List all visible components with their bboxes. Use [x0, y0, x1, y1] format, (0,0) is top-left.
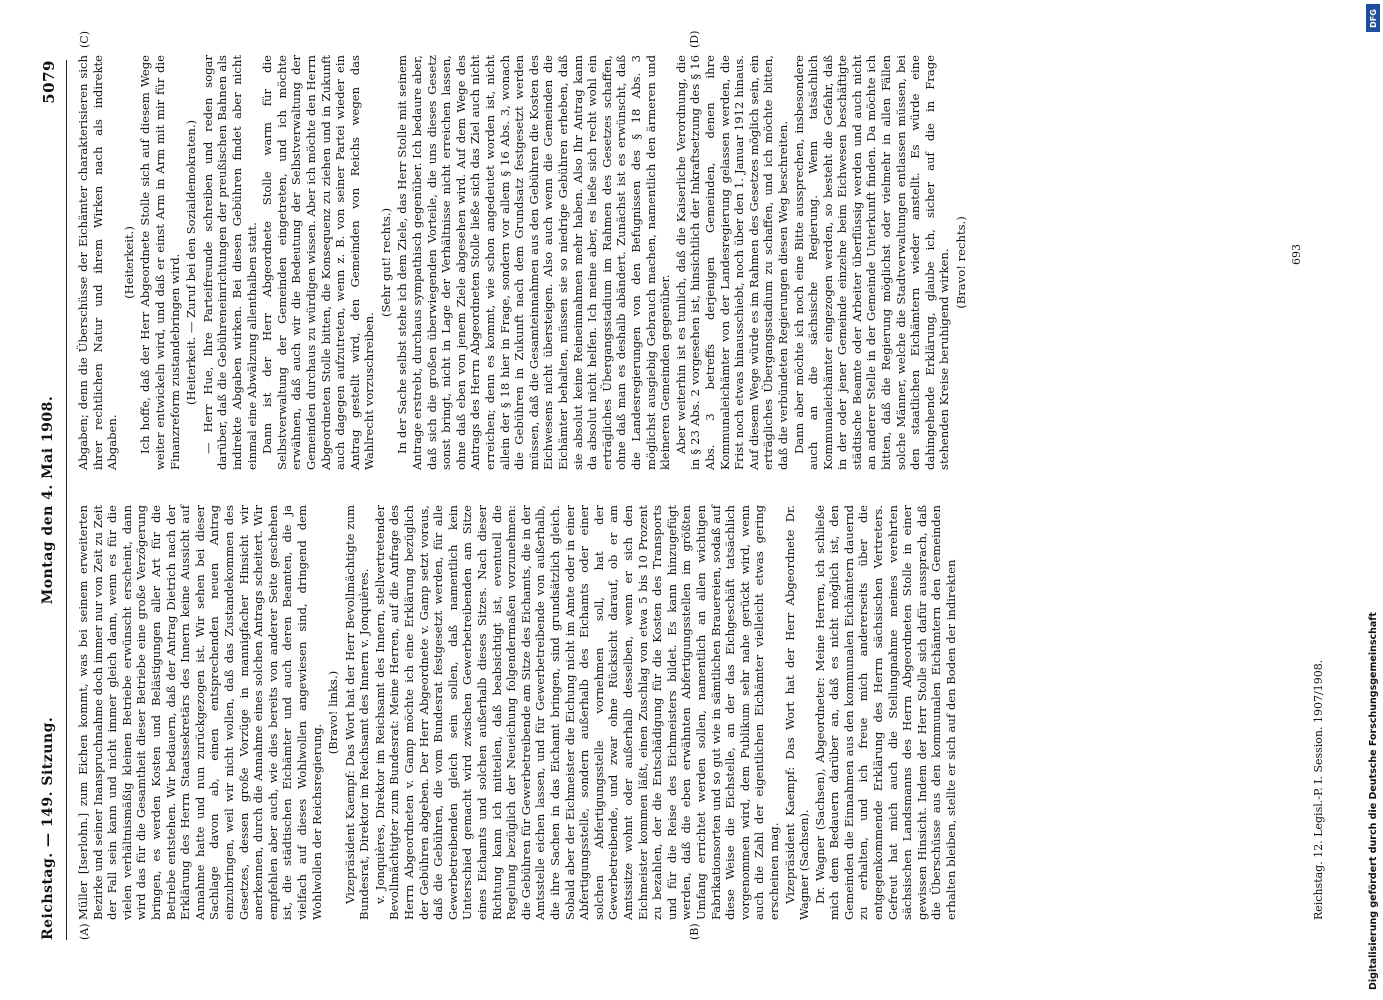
interjection: (Sehr gut! rechts.): [378, 207, 393, 318]
digitization-credit: Digitalisierung gefördert durch die Deutsche Forschungsgemeinschaft: [1368, 612, 1379, 990]
right-column: [76, 55, 971, 470]
digitization-credit-strip: [1364, 0, 1383, 1000]
paragraph: Abgaben; denn die Überschüsse der Eichämter charakterisieren sich ihrer rechtlichen Natur und ihrem Wirken nach als indirekte Abgaben.: [76, 55, 120, 470]
page-header: [40, 60, 66, 940]
paragraph: In der Sache selbst stehe ich dem Ziele, das Herr Stolle mit seinem Antrage erstrebt, durchaus sympathisch gegenüber. Ich bedaure aber, daß sich die großen überwiegenden Vorteile, die uns dieses Gesetz sonst bringt, nicht in Lage der Verhältnisse nicht erreichen lassen, ohne daß eben von jenem Ziele abgesehen wird. Auf dem Wege des Antrags des Herrn Abgeordneten Stolle ließe sich das Ziel auch nicht erreichen; denn es kommt, wie schon angedeutet worden ist, nicht allein der § 18 hier in Frage, sondern vor allem § 16 Abs. 3, wonach die Gebühren in Zukunft nach dem Grundsatz festgesetzt werden müssen, daß die Gesamteinnahmen aus den Gebühren die Kosten des Eichwesens nicht übersteigen. Also auch wenn die Gemeinden die Eichämter behalten, müssen sie so niedrige Gebühren erheben, daß sie absolut keine Reineinnahmen mehr haben. Also Ihr Antrag kann da absolut nicht helfen. Ich meine aber, es ließe sich recht wohl ein erträgliches Übergangsstadium im Rahmen des Gesetzes schaffen, ohne daß man es deshalb abändert. Zunächst ist es erwünscht, daß die Landesregierungen von den Befugnissen des § 18 Abs. 3 möglichst ausgiebig Gebrauch machen, namentlich den ärmeren und kleineren Gemeinden gegenüber.: [395, 55, 673, 470]
margin-mark-b: (B): [688, 923, 701, 940]
left-column: [76, 505, 960, 920]
header-rule: [66, 60, 67, 940]
paragraph: Dr. Wagner (Sachsen), Abgeordneter: Meine Herren, ich schließe mich dem Bedauern darüber an, daß es nicht möglich ist, den Gemeinden die Einnahmen aus den kommunalen Eichämtern dauernd zu erhalten, und ich freue mich andererseits über die entgegenkommende Erklärung des Herrn sächsischen Vertreters. Gefreut hat mich auch die Stellungnahme meines verehrten sächsischen Landsmanns des Herrn Abgeordneten Stolle in einer gewissen Hinsicht. Indem der Herr Stolle sich dafür aussprach, daß die Überschüsse aus den kommunalen Eichämtern den Gemeinden erhalten bleiben, stellte er sich auf den Boden der indirekten: [812, 505, 959, 920]
interjection: (Heiterkeit. — Zuruf bei den Sozialdemokraten.): [184, 119, 199, 406]
header-page-number: 5079: [40, 60, 58, 104]
header-date: Montag den 4. Mai 1908.: [40, 395, 56, 605]
paragraph: Dann aber möchte ich noch eine Bitte aussprechen, insbesondere auch an die sächsische Regierung. Wenn tatsächlich Kommunaleichämter eingezogen werden, so besteht die Gefahr, daß in der oder jener Gemeinde einzelne beim Eichwesen beschäftigte städtische Beamte oder Arbeiter überflüssig werden und auch nicht an anderer Stelle in der Gemeinde Unterkunft finden. Da möchte ich bitten, daß die Regierung möglichst oder vielmehr in allen Fällen solche Männer, welche die Stadtverwaltungen entlassen müssen, bei den staatlichen Eichämtern wieder anstellt. Es würde eine dahingehende Erklärung, glaube ich, sicher auf die in Frage stehenden Kreise beruhigend wirken.: [791, 55, 952, 470]
paragraph: Vizepräsident Kaempf: Das Wort hat der Herr Bevollmächtigte zum Bundesrat, Direktor im Reichsamt des Innern v. Jonquières.: [342, 505, 372, 920]
margin-mark-c: (C): [78, 31, 91, 48]
paragraph: Dann ist der Herr Abgeordnete Stolle warm für die Selbstverwaltung der Gemeinden eingetreten, und ich möchte erwähnen, daß auch wir die Bedeutung der Selbstverwaltung der Gemeinden durchaus zu würdigen wissen. Aber ich möchte den Herrn Abgeordneten Stolle bitten, die Konsequenz zu ziehen und in Zukunft auch dagegen aufzutreten, wenn z. B. von seiner Partei wieder ein Antrag gestellt wird, den Gemeinden von Reichs wegen das Wahlrecht vorzuschreiben.: [260, 55, 377, 470]
interjection: (Bravo! links.): [326, 670, 341, 755]
margin-mark-d: (D): [688, 30, 701, 48]
margin-mark-a: (A): [78, 923, 91, 940]
paragraph: Aber weiterhin ist es tunlich, daß die Kaiserliche Verordnung, die in § 23 Abs. 2 vorgesehen ist, hinsichtlich der Inkraftsetzung des § 16 Abs. 3 betreffs derjenigen Gemeinden, denen ihre Kommunaleichämter von der Landesregierung gelassen werden, die Frist noch etwas hinausschiebt, noch über den 1. Januar 1912 hinaus. Auf diesem Wege würde es im Rahmen des Gesetzes möglich sein, ein erträgliches Übergangsstadium zu schaffen, und ich möchte bitten, daß die verbündeten Regierungen diesen Weg beschreiten.: [673, 55, 790, 470]
sheet-number: 693: [1290, 244, 1303, 265]
paragraph: Ich hoffe, daß der Herr Abgeordnete Stolle sich auf diesem Wege weiter entwickeln wird, und daß er einst Arm in Arm mit mir für die Finanzreform zustandebringen wird.: [138, 55, 182, 470]
header-left: Reichstag. — 149. Sitzung.: [40, 716, 56, 940]
interjection: (Bravo! rechts.): [954, 216, 969, 309]
interjection: (Heiterkeit.): [121, 226, 136, 299]
paragraph: Vizepräsident Kaempf: Das Wort hat der Herr Abgeordnete Dr. Wagner (Sachsen).: [782, 505, 812, 920]
paragraph: Müller [Iserlohn.] zum Eichen kommt, was bei seinem erweiterten Bezirke und seiner Inanspruchnahme doch immer nur von Zeit zu Zeit der Fall sein kann und nicht immer gleich dann, wenn es für die vielen verhältnismäßig kleinen Betriebe erwünscht erscheint, dann wird das für die Gesamtheit dieser Betriebe eine große Verzögerung bringen, es werden Kosten und Belästigungen aller Art für die Betriebe entstehen. Wir bedauern, daß der Antrag Dietrich nach der Erklärung des Herrn Staatssekretärs des Innern keine Aussicht auf Annahme hatte und nun zurückgezogen ist. Wir sehen bei dieser Sachlage davon ab, einen entsprechenden neuen Antrag einzubringen, weil wir nicht wollen, daß das Zustandekommen des Gesetzes, dessen große Vorzüge in mannigfacher Hinsicht wir anerkennen, durch die Annahme eines solchen Antrags scheitert. Wir empfehlen aber auch, wie dies bereits von anderer Seite geschehen ist, die städtischen Eichämter und auch deren Beamten, die ja vielfach auf dieses Wohlwollen angewiesen sind, dringend dem Wohlwollen der Reichsregierung.: [76, 505, 324, 920]
dfg-logo: DFG: [1366, 4, 1380, 32]
paragraph: v. Jonquières, Direktor im Reichsamt des Innern, stellvertretender Bevollmächtigter zum Bundesrat: Meine Herren, auf die Anfrage des Herrn Abgeordneten v. Gamp möchte ich eine Erklärung bezüglich der Gebühren abgeben. Der Herr Abgeordnete v. Gamp setzt voraus, daß die Gebühren, die vom Bundesrat festgesetzt werden, für alle Gewerbetreibenden gleich sein sollen, daß namentlich kein Unterschied gemacht wird zwischen Gewerbetreibenden am Sitze eines Eichamts und solchen außerhalb dieses Sitzes. Nach dieser Richtung kann ich mitteilen, daß beabsichtigt ist, eventuell die Regelung bezüglich der Neueichung folgendermaßen vorzunehmen: die Gebühren für Gewerbetreibende am Sitze des Eichamts, die in der Amtsstelle eichen lassen, und für Gewerbetreibende von außerhalb, die ihre Sachen in das Eichamt bringen, sind grundsätzlich gleich. Sobald aber der Eichmeister die Eichung nicht im Amte oder in einer Abfertigungsstelle, sondern außerhalb des Eichamts oder einer solchen Abfertigungsstelle vornehmen soll, hat der Gewerbetreibende, und zwar ohne Rücksicht darauf, ob er am Amtssitze wohnt oder außerhalb desselben, wenn er sich den Eichmeister kommen läßt, einen Zuschlag von etwa 5 bis 10 Prozent zu bezahlen, der die Entschädigung für die Kosten des Transports und für die Reise des Eichmeisters bildet. Es kann hinzugefügt werden, daß die eben erwähnten Abfertigungsstellen im größten Umfang errichtet werden sollen, namentlich an allen wichtigen Fabrikationsorten und so gut wie in sämtlichen Brauereien, sodaß auf diese Weise die Eichstelle, an der das Eichgeschäft tatsächlich vorgenommen wird, dem Publikum sehr nahe gerückt wird, wenn auch die Zahl der eigentlichen Eichämter vielleicht etwas gering erscheinen mag.: [372, 505, 781, 920]
footer-note: Reichstag. 12. Legisl.-P. I. Session. 1907/1908.: [1312, 659, 1325, 920]
paragraph: — Herr Hue, Ihre Parteifreunde schreiben und reden sogar darüber, daß die Gebühreneinrichtungen der preußischen Bahnen als indirekte Abgaben wirken. Bei diesen Gebühren findet aber nicht einmal eine Abwälzung allenthalben statt.: [200, 55, 259, 470]
